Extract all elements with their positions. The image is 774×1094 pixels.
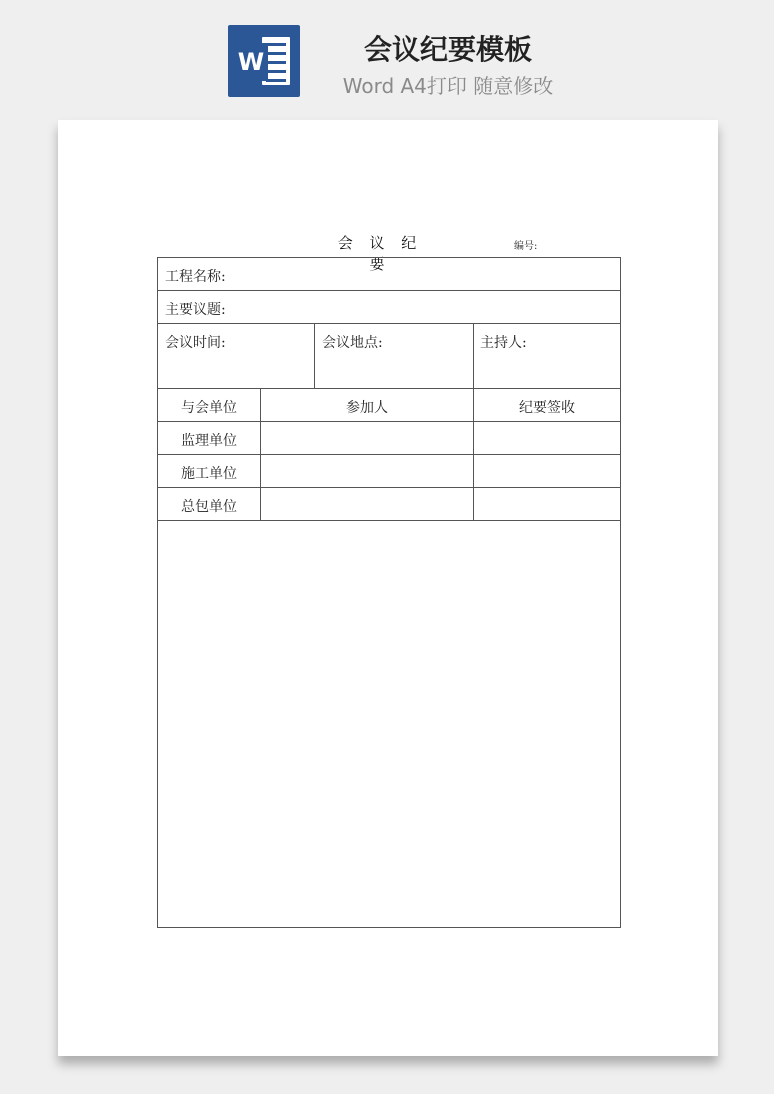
minutes-signoff-header: 纪要签收 — [519, 400, 575, 416]
attending-unit-header: 与会单位 — [181, 400, 237, 416]
participants-cell[interactable] — [261, 488, 473, 520]
table-row-unit: 监理单位 — [181, 433, 237, 449]
meeting-time-label: 会议时间: — [165, 335, 226, 351]
signoff-cell[interactable] — [474, 455, 620, 487]
signoff-cell[interactable] — [474, 488, 620, 520]
meeting-minutes-form — [157, 257, 621, 928]
watermark: ​ — [89, 452, 107, 478]
document-heading: 会 议 纪 要 — [337, 234, 423, 273]
template-header — [0, 0, 774, 110]
meeting-time-field[interactable] — [158, 324, 314, 388]
page-title: 会议纪要模板 — [363, 33, 532, 66]
meeting-place-field[interactable] — [315, 324, 473, 388]
table-row-unit: 总包单位 — [181, 499, 237, 515]
project-name-field[interactable] — [158, 258, 620, 291]
participants-header: 参加人 — [346, 400, 388, 416]
host-field[interactable] — [474, 324, 620, 388]
main-topic-label: 主要议题: — [165, 302, 226, 318]
divider — [260, 389, 261, 520]
document-page — [58, 120, 718, 1056]
host-label: 主持人: — [480, 335, 527, 351]
document-number-label: 编号: — [514, 241, 538, 252]
main-topic-field[interactable] — [158, 291, 620, 324]
signoff-cell[interactable] — [474, 422, 620, 454]
table-row-unit: 施工单位 — [181, 466, 237, 482]
word-icon — [228, 25, 300, 97]
minutes-content-area[interactable] — [158, 521, 620, 927]
page-subtitle: Word A4打印 随意修改 — [342, 74, 554, 98]
participants-cell[interactable] — [261, 422, 473, 454]
project-name-label: 工程名称: — [165, 269, 226, 285]
meeting-place-label: 会议地点: — [322, 335, 383, 351]
participants-cell[interactable] — [261, 455, 473, 487]
divider — [473, 389, 474, 520]
word-letter-badge: W — [234, 43, 268, 81]
